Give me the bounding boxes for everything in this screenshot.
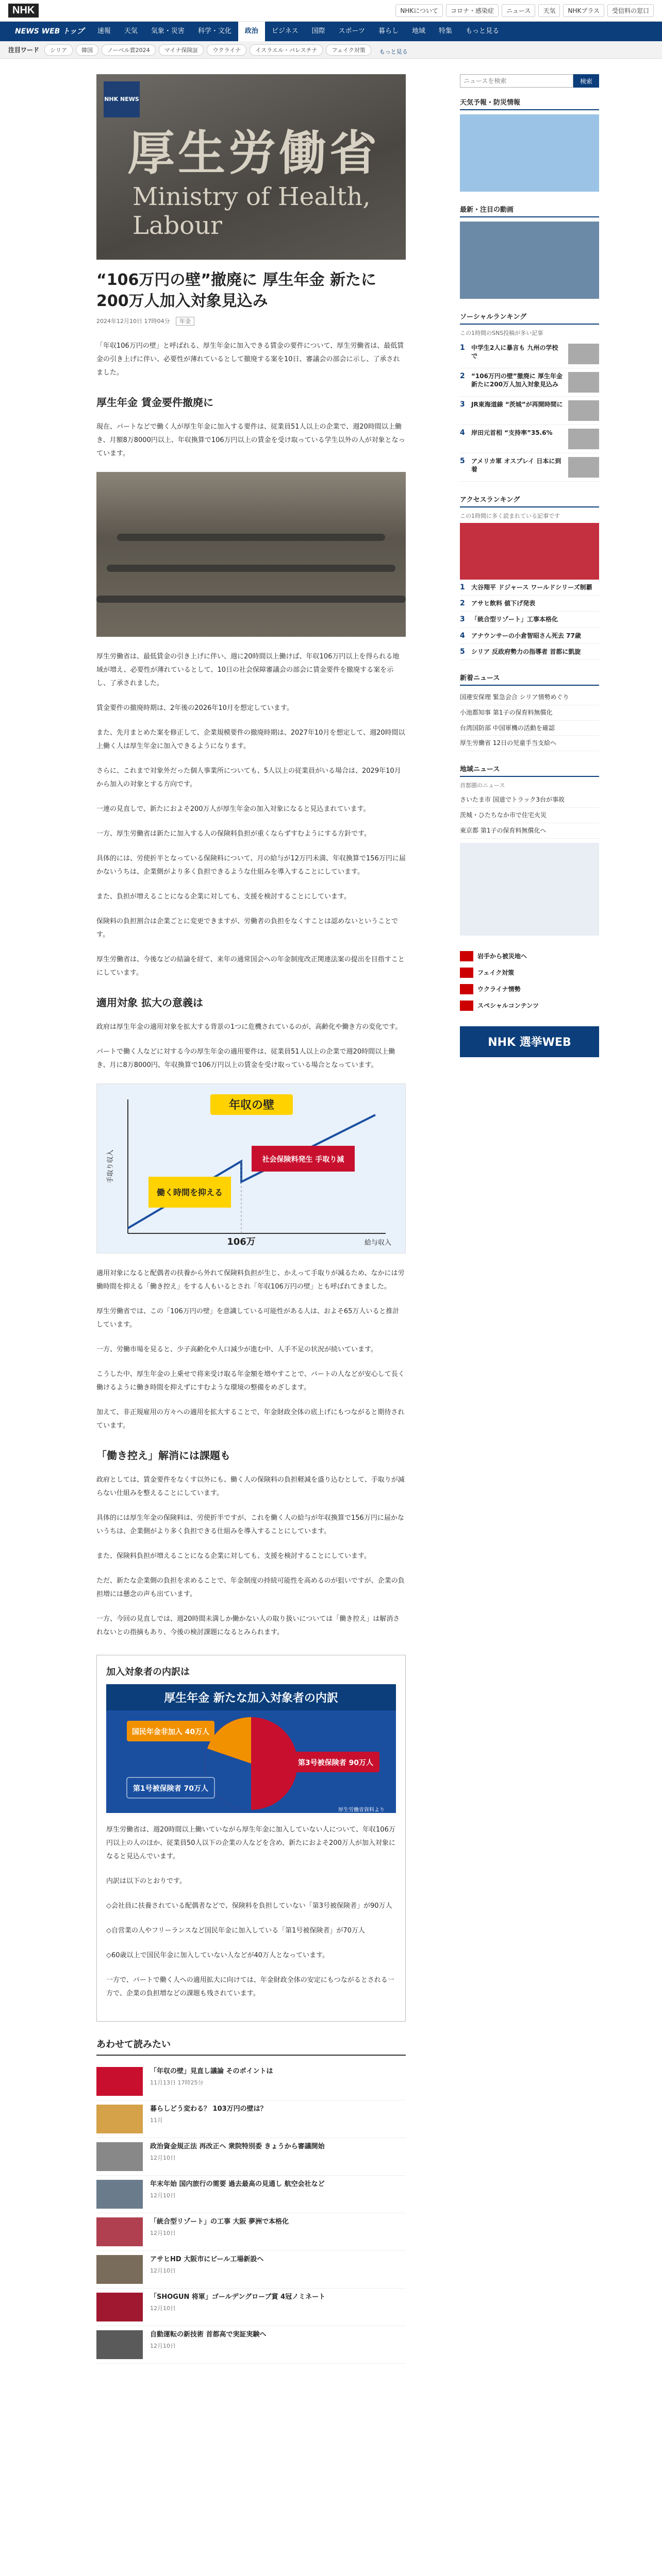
paragraph: 厚生労働省は、今後などの結論を経て、来年の通常国会への年金制度改正関連法案の提出を目指すことにしています。 (96, 956, 405, 977)
top-links (395, 4, 654, 17)
nav-item-politics[interactable]: 政治 (238, 22, 265, 41)
chart-source: 厚生労働省資料より (338, 1807, 385, 1813)
search-button[interactable]: 検索 (573, 74, 599, 88)
related-date: 12月10日 (150, 2343, 176, 2350)
paragraph: 内訳は以下のとおりです。 (106, 1877, 186, 1885)
rank-item[interactable]: 5 アメリカ軍 オスプレイ 日本に到着 (460, 453, 599, 482)
hero-image (96, 74, 406, 260)
local-news-sub: 首都圏のニュース (460, 782, 505, 789)
paragraph: 一連の見直しで、新たにおよそ200万人が厚生年金の加入対象になると見込まれています。 (96, 805, 370, 813)
top-bar (0, 0, 662, 22)
section-heading: 「働き控え」解消には課題も (96, 1449, 230, 1462)
local-news-heading: 地域ニュース (460, 764, 599, 777)
paragraph: 厚生労働省は、最低賃金の引き上げに伴い、週に20時間以上働けば、年収106万円以上を得られる地域が増え、必要性が薄れているとして、10日の社会保障審議会の部会に賃金要件を撤廃する案を示し、了承されました。 (96, 653, 400, 687)
local-news-item[interactable]: さいたま市 国道でトラック3台が事故 (460, 792, 599, 808)
related-thumb (96, 2180, 143, 2209)
related-item[interactable] (96, 2213, 406, 2251)
breakdown-box (96, 1655, 406, 2022)
graph-xlabel: 給与収入 (364, 1239, 392, 1247)
local-news-item[interactable]: 東京都 第1子の保育料無償化へ (460, 823, 599, 839)
related-item[interactable] (96, 2326, 406, 2364)
access-ranking-sub: この1時間に多く読まれている記事です (460, 513, 560, 519)
local-news-box (460, 764, 599, 935)
paragraph: こうした中、厚生年金の上乗せで将来受け取る年金額を増やすことで、パートの人などが安心して長く働けるように働き時間を抑えずにすむような環境の整備をめざします。 (96, 1370, 405, 1392)
subnav-tag[interactable]: 韓国 (76, 44, 98, 56)
nav-brand[interactable]: NEWS WEB トップ (15, 27, 84, 36)
top-link-fee[interactable]: 受信料の窓口 (607, 4, 654, 17)
paragraph: また、保険料負担が増えることになる企業に対しても、支援を検討することにしています。 (96, 1552, 371, 1560)
nav-item[interactable]: 科学・文化 (197, 27, 231, 35)
subnav-tag[interactable]: シリア (44, 44, 73, 56)
nav-item[interactable]: 速報 (97, 27, 111, 35)
related-title: 「年収の壁」見直し議論 そのポイントは (150, 2067, 273, 2075)
special-link[interactable]: フェイク対策 (460, 964, 599, 981)
paragraph: 加えて、非正規雇用の方々への適用を拡大することで、年金財政全体の底上げにもつながると期待されています。 (96, 1409, 405, 1430)
nhk-logo[interactable]: NHK (8, 4, 39, 18)
weather-heading[interactable]: 天気予報・防災情報 (460, 97, 599, 110)
nav-item-more[interactable]: もっと見る (466, 27, 500, 35)
top-link-about[interactable]: NHKについて (395, 4, 443, 17)
new-news-item[interactable]: 台湾国防部 中国軍機の活動を確認 (460, 721, 599, 736)
paragraph: ◇会社員に扶養されている配偶者などで、保険料を負担していない「第3号被保険者」が90万人 (106, 1902, 392, 1910)
social-ranking-heading: ソーシャルランキング (460, 311, 599, 325)
paragraph: 政府は厚生年金の適用対象を拡大する背景の1つに危機されているのが、高齢化や働き方の変化です。 (96, 1023, 402, 1031)
side-search (460, 74, 599, 88)
paragraph: 一方で、パートで働く人への適用拡大に向けては、年金財政全体の安定にもつながるとされる一方で、企業の負担増などの課題も残されています。 (106, 1976, 394, 1997)
special-link[interactable]: スペシャルコンテンツ (460, 997, 599, 1014)
rank-item[interactable]: 4 岸田元首相 “支持率”35.6% (460, 425, 599, 453)
access-top-image[interactable] (460, 523, 599, 580)
related-thumb (96, 2105, 143, 2133)
special-links (460, 948, 599, 1014)
breakdown-svg (106, 1710, 396, 1817)
social-ranking (460, 311, 599, 482)
graph-ylabel: 手取り収入 (107, 1149, 114, 1183)
income-wall-svg (97, 1084, 405, 1253)
related-date: 11月 (150, 2117, 163, 2124)
breakdown-chart (106, 1684, 396, 1813)
new-news-item[interactable]: 国連安保理 緊急会合 シリア情勢めぐり (460, 690, 599, 705)
graph-mark-106: 106万 (227, 1236, 256, 1247)
related-title: アサヒHD 大阪市にビール工場新設へ (150, 2256, 264, 2263)
new-news-heading: 新着ニュース (460, 672, 599, 686)
nav-item[interactable]: 地域 (412, 27, 426, 35)
search-input[interactable] (460, 74, 573, 88)
new-news-item[interactable]: 小池都知事 第1子の保育料無償化 (460, 705, 599, 721)
new-news-item[interactable]: 厚生労働省 12日の児童手当支給へ (460, 736, 599, 751)
income-wall-graph (96, 1083, 406, 1253)
nav-item[interactable]: スポーツ (338, 27, 366, 35)
social-ranking-sub: この1時間のSNS投稿が多い記事 (460, 330, 543, 336)
weather-map[interactable] (460, 114, 599, 192)
related-date: 12月10日 (150, 2305, 176, 2312)
paragraph: 適用対象になると配偶者の扶養から外れて保険料負担が生じ、かえって手取りが減るため、なかには労働時間を抑える「働き控え」をする人もいるとされ「年収106万円の壁」とも呼ばれてきました。 (96, 1269, 405, 1291)
paragraph: 具体的には厚生年金の保険料は、労使折半ですが、これを働く人の給与が年収換算で156万円に届かないうちは、企業側がより多く負担できる仕組みを導入することにしています。 (96, 1514, 404, 1535)
subnav-label: 注目ワード (8, 46, 40, 54)
local-news-item[interactable]: 茨城・ひたちなか市で住宅火災 (460, 808, 599, 823)
related-title: 「SHOGUN 将軍」ゴールデングローブ賞 4冠ノミネート (150, 2293, 326, 2301)
subnav (0, 41, 662, 59)
breakdown-chart-title: 厚生年金 新たな加入対象者の内訳 (106, 1684, 396, 1710)
top-link-corona[interactable]: コロナ・感染症 (446, 4, 499, 17)
article-tag[interactable]: 年金 (176, 317, 194, 326)
access-ranking (460, 494, 599, 660)
paragraph: ◇自営業の人やフリーランスなど国民年金に加入している「第1号被保険者」が70万人 (106, 1927, 365, 1935)
article-body (96, 340, 406, 2022)
election-banner[interactable]: NHK 選挙WEB (460, 1026, 599, 1057)
paragraph: また、先月まとめた案を修正して、企業規模要件の撤廃時期は、2027年10月を想定して、週20時間以上働く人は厚生年金に加入できるようになります。 (96, 729, 405, 750)
nav-item[interactable]: 特集 (439, 27, 453, 35)
new-news-box (460, 672, 599, 751)
article-main (63, 74, 439, 2379)
article-date: 2024年12月10日 17時04分 (96, 318, 170, 325)
related-date: 12月10日 (150, 2192, 176, 2199)
paragraph: さらに、これまで対象外だった個人事業所についても、5人以上の従業員がいる場合は、2029年10月から加入の対象とする方向です。 (96, 767, 401, 788)
related-date: 11月13日 17時25分 (150, 2079, 204, 2087)
subnav-more[interactable]: もっと見る (379, 48, 408, 55)
top-link-plus[interactable]: NHKプラス (563, 4, 604, 17)
paragraph: 賃金要件の撤廃時期は、2年後の2026年10月を想定しています。 (96, 704, 293, 712)
related-item[interactable] (96, 2289, 406, 2326)
top-link-weather[interactable]: 天気 (538, 4, 560, 17)
hero-sign-english: Ministry of Health, Labour (133, 182, 371, 240)
top-link-news[interactable]: ニュース (502, 4, 535, 17)
rank-item[interactable]: 1 中学生2人に暴言も 九州の学校で (460, 340, 599, 368)
region-map[interactable] (460, 843, 599, 936)
hero-sign-kanji: 厚生労働省 (127, 125, 380, 181)
related-item[interactable] (96, 2063, 406, 2100)
nav-item[interactable]: 暮らし (378, 27, 399, 35)
paragraph: 厚生労働省は、週20時間以上働いていながら厚生年金に加入していない人について、年収106万円以上の人のほか、従業員50人以下の企業の人などを含め、新たにおよそ200万人が加入対象になると見込んでいます。 (106, 1826, 395, 1860)
paragraph: ただ、新たな企業側の負担を求めることで、年金制度の持続可能性を高めるのが狙いですが、企業の負担増には懸念の声も出ています。 (96, 1577, 405, 1598)
graph-title: 年収の壁 (228, 1099, 275, 1112)
graph-box-insurance-text: 社会保険料発生 手取り減 (262, 1156, 344, 1164)
article-meta (96, 317, 406, 325)
graph-box-work-text: 働く時間を抑える (156, 1188, 223, 1197)
latest-video-box (460, 204, 599, 299)
breakdown-heading: 加入対象者の内訳は (106, 1667, 190, 1677)
related-thumb (96, 2293, 143, 2321)
related-title: 年末年始 国内旅行の需要 過去最高の見通し 航空会社など (150, 2180, 325, 2188)
related-item[interactable] (96, 2176, 406, 2213)
paragraph: 一方、労働市場を見ると、少子高齢化や人口減少が進む中、人手不足の状況が続いています。 (96, 1346, 377, 1353)
paragraph: ◇60歳以上で国民年金に加入していない人などが40万人となっています。 (106, 1952, 329, 1959)
rank-item[interactable]: 3 JR東海道線 “茨城”が再開時間に (460, 397, 599, 425)
rank-item[interactable]: 1 大谷翔平 ドジャース ワールドシリーズ制覇 (460, 580, 599, 596)
meeting-photo (96, 472, 406, 637)
paragraph: 一方、今回の見直しでは、週20時間未満しか働かない人の取り扱いについては「働き控え」は解消されないとの指摘もあり、今後の検討課題になるとみられます。 (96, 1615, 400, 1636)
related-thumb (96, 2067, 143, 2096)
rank-item[interactable]: 2 アサヒ飲料 値下げ発表 (460, 596, 599, 612)
access-ranking-heading: アクセスランキング (460, 494, 599, 507)
special-link[interactable]: 岩手から被災地へ (460, 948, 599, 964)
related-item[interactable] (96, 2138, 406, 2176)
article-title: “106万円の壁”撤廃に 厚生年金 新たに200万人加入対象見込み (96, 271, 376, 310)
paragraph: 政府としては、賃金要件をなくす以外にも、働く人の保険料の負担軽減を盛り込むとして、手取りが減らない仕組みを整えることにしています。 (96, 1476, 405, 1497)
related-title: 暮らしどう変わる？ 103万円の壁は？ (150, 2105, 267, 2113)
paragraph: 具体的には、労使折半となっている保険料について、月の給与が12万円未満、年収換算で156万円に届かないうちは、企業側がより多く負担できるような仕組みを導入することにしています。 (96, 855, 406, 876)
related-item[interactable] (96, 2251, 406, 2289)
sidebar (460, 74, 599, 2379)
paragraph: 「年収106万円の壁」と呼ばれる、厚生年金に加入できる賃金の要件について、厚生労働省は、最低賃金の引き上げに伴い、必要性が薄れているとして撤廃する案を10日、審議会の部会に示し、了承されました。 (96, 342, 404, 377)
main-nav (0, 22, 662, 41)
slice-3go-label: 第3号被保険者 90万人 (297, 1759, 374, 1767)
latest-video-heading: 最新・注目の動画 (460, 204, 599, 217)
related-thumb (96, 2255, 143, 2284)
related-title: 政治資金規正法 再改正へ 衆院特別委 きょうから審議開始 (150, 2143, 325, 2150)
special-link[interactable]: ウクライナ情勢 (460, 981, 599, 997)
nav-item[interactable]: 天気 (124, 27, 138, 35)
latest-video-thumb[interactable] (460, 222, 599, 299)
weather-box (460, 97, 599, 192)
related-title: 「統合型リゾート」の工事 大阪 夢洲で本格化 (150, 2218, 289, 2226)
section-heading: 適用対象 拡大の意義は (96, 996, 203, 1009)
slice-1go-label: 第1号被保険者 70万人 (133, 1785, 209, 1793)
related-thumb (96, 2217, 143, 2246)
subnav-tag[interactable]: ノーベル賞2024 (102, 44, 156, 56)
nav-item[interactable]: 国際 (311, 27, 325, 35)
rank-item[interactable]: 2 “106万円の壁”撤廃に 厚生年金 新たに200万人加入対象見込み (460, 368, 599, 397)
related-date: 12月10日 (150, 2267, 176, 2275)
rank-item[interactable]: 5 シリア 反政府勢力の指導者 首都に凱旋 (460, 644, 599, 660)
related-date: 12月10日 (150, 2230, 176, 2237)
paragraph: 一方、厚生労働省は新たに加入する人の保険料負担が重くならずすむようにする方針です。 (96, 830, 371, 838)
subnav-tag[interactable]: マイナ保険証 (159, 44, 204, 56)
section-heading: 厚生年金 賃金要件撤廃に (96, 396, 213, 409)
related-item[interactable] (96, 2100, 406, 2138)
related-thumb (96, 2142, 143, 2171)
rank-item[interactable]: 3 「統合型リゾート」工事本格化 (460, 612, 599, 628)
slice-nonmember-label: 国民年金非加入 40万人 (131, 1728, 210, 1736)
paragraph: 保険料の負担割合は企業ごとに変更できますが、労働者の負担をなくすことは認めないということです。 (96, 918, 399, 939)
paragraph: パートで働く人などに対する今の厚生年金の適用要件は、従業員51人以上の企業で週20時間以上働き、月に8万8000円、年収換算で106万円以上の賃金を受け取っている場合となっています。 (96, 1048, 395, 1069)
paragraph: 厚生労働省では、この「106万円の壁」を意識している可能性がある人は、およそ65万人いると推計しています。 (96, 1308, 400, 1329)
nhk-news-badge: NHK NEWS (104, 81, 140, 117)
rank-item[interactable]: 4 アナウンサーの小倉智昭さん死去 77歳 (460, 628, 599, 644)
related-heading: あわせて読みたい (96, 2037, 406, 2056)
paragraph: また、負担が増えることになる企業に対しても、支援を検討することにしています。 (96, 893, 351, 901)
related-title: 自動運転の新技術 首都高で実証実験へ (150, 2331, 267, 2338)
nav-item[interactable]: 気象・災害 (151, 27, 185, 35)
paragraph: 現在、パートなどで働く人が厚生年金に加入する要件は、従業員51人以上の企業で、週20時間以上働き、月額8万8000円以上、年収換算で106万円以上の賃金を受け取っている学生以外の人が対象となっています。 (96, 423, 405, 457)
related-date: 12月10日 (150, 2155, 176, 2162)
subnav-tag[interactable]: フェイク対策 (326, 44, 371, 56)
nav-item[interactable]: ビジネス (271, 27, 299, 35)
subnav-tag[interactable]: イスラエル・パレスチナ (250, 44, 323, 56)
related-thumb (96, 2330, 143, 2359)
subnav-tag[interactable]: ウクライナ (207, 44, 246, 56)
related-section (96, 2037, 406, 2364)
